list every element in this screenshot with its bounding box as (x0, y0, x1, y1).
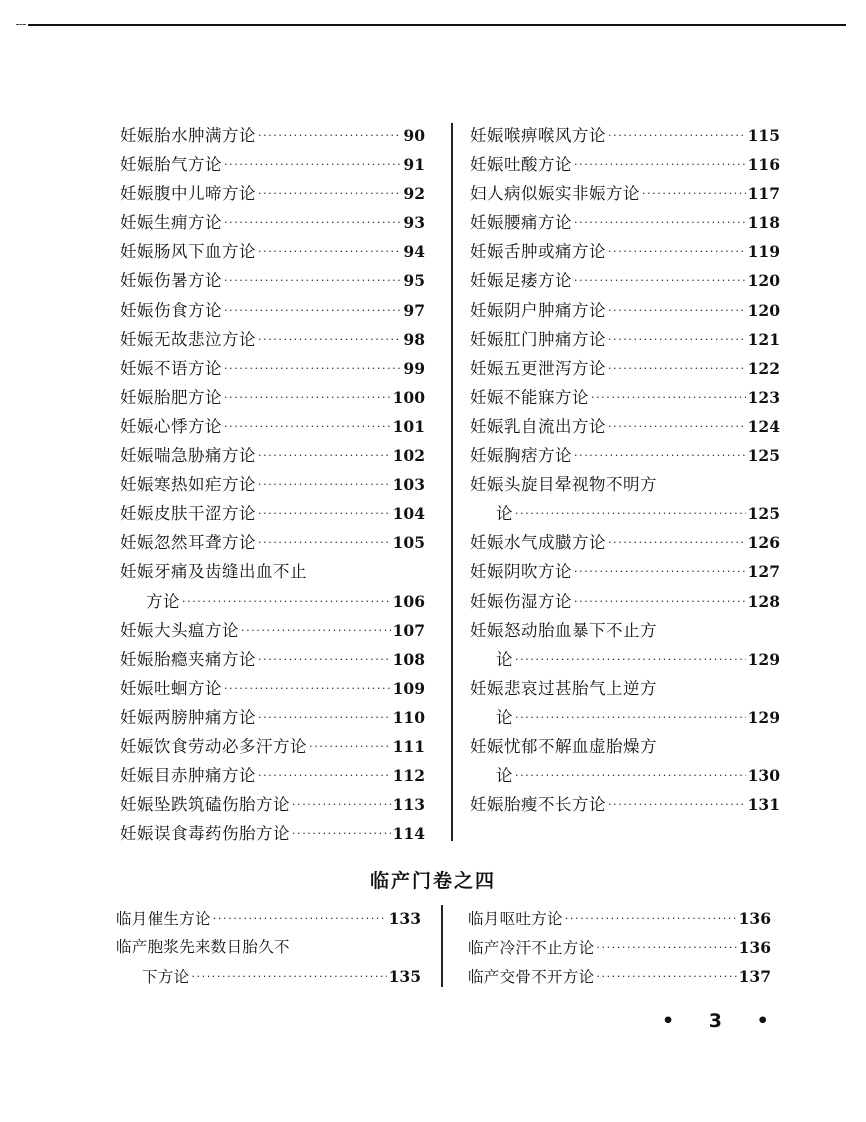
toc-entry (470, 499, 780, 528)
dot-leader (241, 616, 391, 645)
dot-leader (565, 904, 737, 933)
toc-entry-page: 113 (392, 795, 425, 815)
toc-entry-title: 论 (496, 649, 513, 669)
toc-entry (116, 933, 421, 962)
toc-entry (116, 904, 421, 933)
toc-entry-page: 103 (392, 475, 425, 495)
toc-entry-page: 92 (403, 184, 425, 204)
dot-leader (608, 325, 746, 354)
toc-entry-page: 104 (392, 504, 425, 524)
toc-entry (120, 674, 425, 703)
toc-entry (470, 470, 780, 499)
toc-entry-title: 妊娠肛门肿痛方论 (470, 329, 606, 349)
section-title: 临产门卷之四 (369, 870, 496, 892)
toc-entry-title: 妊娠胎气方论 (120, 155, 222, 175)
toc-entry-page: 95 (403, 271, 425, 291)
toc-entry-title: 妊娠牙痛及齿缝出血不止 (120, 562, 307, 582)
toc-right-column (470, 121, 780, 819)
toc-entry-page: 129 (747, 649, 780, 669)
toc-entry (470, 674, 780, 703)
toc-entry (120, 499, 425, 528)
toc-entry-title: 妊娠腹中儿啼方论 (120, 184, 256, 204)
toc-entry-title: 妊娠肠风下血方论 (120, 242, 256, 262)
toc-entry (470, 703, 780, 732)
toc-entry-title: 妊娠舌肿或痛方论 (470, 242, 606, 262)
toc-entry-title: 妊娠胎肥方论 (120, 387, 222, 407)
dot-leader (596, 962, 736, 991)
dot-leader (258, 237, 401, 266)
toc-entry-page: 129 (747, 707, 780, 727)
dot-leader (574, 587, 746, 616)
dot-leader (224, 412, 391, 441)
toc-entry-page: 116 (747, 155, 780, 175)
toc-entry-page: 118 (747, 213, 780, 233)
toc-entry-title: 妊娠生痈方论 (120, 213, 222, 233)
toc-entry-title: 妊娠五更泄泻方论 (470, 358, 606, 378)
toc-entry-page: 110 (392, 707, 425, 727)
toc-entry (470, 208, 780, 237)
toc-entry-title: 妊娠忧郁不解血虚胎燥方 (470, 736, 657, 756)
toc-entry-page: 124 (747, 416, 780, 436)
toc-entry (470, 587, 780, 616)
dot-leader (258, 325, 401, 354)
toc-entry (470, 296, 780, 325)
toc-entry (120, 208, 425, 237)
toc-entry-page: 106 (392, 591, 425, 611)
toc-entry-page: 109 (392, 678, 425, 698)
dot-leader (224, 674, 391, 703)
dot-leader (515, 703, 746, 732)
toc-entry-page: 90 (403, 126, 425, 145)
toc-entry-page: 127 (747, 562, 780, 582)
toc-entry-title: 妊娠乳自流出方论 (470, 416, 606, 436)
toc-entry (470, 383, 780, 412)
dot-leader (574, 150, 746, 179)
dot-leader (258, 645, 391, 674)
toc-entry-title: 论 (496, 504, 513, 524)
toc-entry (120, 325, 425, 354)
toc-entry-page: 126 (747, 533, 780, 553)
dot-leader (191, 962, 386, 991)
dot-leader (292, 790, 391, 819)
toc-entry (120, 557, 425, 586)
toc-entry-page: 119 (747, 242, 780, 262)
toc-entry-title: 妊娠不能寐方论 (470, 387, 589, 407)
toc-entry (120, 645, 425, 674)
toc-entry-title: 妊娠喉痹喉风方论 (470, 126, 606, 145)
dot-leader (224, 296, 401, 325)
toc-entry-page: 123 (747, 387, 780, 407)
toc-entry-page: 125 (747, 504, 780, 524)
dot-leader (292, 819, 391, 848)
toc-entry-page: 108 (392, 649, 425, 669)
toc-entry-page: 93 (403, 213, 425, 233)
dot-leader (596, 933, 736, 962)
dot-leader (258, 499, 391, 528)
toc-entry (470, 616, 780, 645)
toc-entry (120, 383, 425, 412)
toc-entry (470, 732, 780, 761)
toc-entry-page: 125 (747, 446, 780, 466)
toc-entry-title: 方论 (146, 591, 180, 611)
dot-leader (258, 703, 391, 732)
toc-entry-title: 妊娠腰痛方论 (470, 213, 572, 233)
toc-entry-title: 妊娠胎瘦不长方论 (470, 795, 606, 815)
toc-entry-page: 98 (403, 329, 425, 349)
dot-leader (608, 237, 746, 266)
toc-entry-page: 128 (747, 591, 780, 611)
toc-entry-title: 妊娠坠跌筑磕伤胎方论 (120, 795, 290, 815)
toc-entry-title: 临产胞浆先来数日胎久不 (116, 938, 290, 956)
toc-entry-title: 妊娠胎水肿满方论 (120, 126, 256, 145)
dot-leader (642, 179, 746, 208)
toc-entry-title: 下方论 (142, 968, 190, 986)
toc-entry (116, 962, 421, 991)
toc-entry-title: 妊娠心悸方论 (120, 416, 222, 436)
toc-entry (120, 354, 425, 383)
dot-leader (591, 383, 746, 412)
toc-entry-title: 妊娠误食毒药伤胎方论 (120, 824, 290, 844)
toc-entry (120, 412, 425, 441)
toc-entry (470, 790, 780, 819)
toc-entry-page: 120 (747, 300, 780, 320)
toc-entry-title: 妊娠水气成臌方论 (470, 533, 606, 553)
toc-entry (468, 962, 771, 991)
page-number: • 3 • (662, 1010, 783, 1032)
toc-entry (120, 441, 425, 470)
toc-entry-title: 妊娠足痿方论 (470, 271, 572, 291)
toc-entry (470, 761, 780, 790)
toc-entry-title: 妇人病似娠实非娠方论 (470, 184, 640, 204)
toc-entry (120, 121, 425, 150)
toc-entry-title: 妊娠悲哀过甚胎气上逆方 (470, 678, 657, 698)
toc-entry-title: 临月呕吐方论 (468, 910, 563, 928)
dot-leader (213, 904, 387, 933)
toc-entry-title: 临月催生方论 (116, 910, 211, 928)
toc-entry-page: 101 (392, 416, 425, 436)
dot-leader (574, 441, 746, 470)
toc-entry-page: 135 (388, 967, 421, 986)
dot-leader (258, 528, 391, 557)
top-rule-dash (16, 24, 26, 26)
toc-entry-title: 妊娠阴户肿痛方论 (470, 300, 606, 320)
toc-entry-page: 111 (392, 736, 425, 756)
toc-entry-title: 妊娠喘急胁痛方论 (120, 446, 256, 466)
dot-leader (574, 208, 746, 237)
toc-entry-title: 妊娠吐酸方论 (470, 155, 572, 175)
toc-entry-title: 妊娠皮肤干涩方论 (120, 504, 256, 524)
toc-entry-page: 136 (738, 909, 771, 928)
toc-entry (120, 237, 425, 266)
dot-leader (574, 266, 746, 295)
toc-entry-page: 107 (392, 620, 425, 640)
toc-entry (120, 470, 425, 499)
toc-entry-page: 131 (747, 795, 780, 815)
dot-leader (224, 266, 401, 295)
toc-entry-page: 137 (738, 967, 771, 986)
toc-entry-title: 妊娠大头瘟方论 (120, 620, 239, 640)
toc-entry-page: 114 (392, 824, 425, 844)
dot-leader (182, 587, 391, 616)
toc-entry-title: 妊娠胎瘾夹痛方论 (120, 649, 256, 669)
toc-entry (470, 557, 780, 586)
toc-entry (470, 412, 780, 441)
section-left-column (116, 904, 421, 991)
toc-entry-page: 105 (392, 533, 425, 553)
toc-entry-title: 妊娠目赤肿痛方论 (120, 766, 256, 786)
dot-leader (608, 528, 746, 557)
toc-entry (468, 933, 771, 962)
toc-entry-title: 妊娠伤暑方论 (120, 271, 222, 291)
toc-entry-page: 122 (747, 358, 780, 378)
toc-entry (120, 790, 425, 819)
toc-entry-title: 妊娠头旋目晕视物不明方 (470, 475, 657, 495)
toc-entry (470, 150, 780, 179)
toc-entry-page: 94 (403, 242, 425, 262)
toc-entry (120, 266, 425, 295)
toc-left-column (120, 121, 425, 848)
toc-entry-title: 妊娠吐蛔方论 (120, 678, 222, 698)
dot-leader (258, 441, 391, 470)
toc-entry-title: 妊娠忽然耳聋方论 (120, 533, 256, 553)
toc-entry-page: 97 (403, 300, 425, 320)
dot-leader (608, 790, 746, 819)
toc-entry (120, 732, 425, 761)
toc-entry-page: 115 (747, 126, 780, 145)
toc-entry (120, 761, 425, 790)
toc-entry (470, 354, 780, 383)
toc-entry-page: 99 (403, 358, 425, 378)
dot-leader (258, 470, 391, 499)
toc-entry (120, 819, 425, 848)
dot-leader (574, 557, 746, 586)
top-rule (28, 24, 846, 26)
dot-leader (608, 412, 746, 441)
toc-entry-title: 妊娠伤湿方论 (470, 591, 572, 611)
toc-entry (468, 904, 771, 933)
column-divider (451, 123, 453, 841)
toc-entry (120, 179, 425, 208)
toc-entry-title: 妊娠两膀肿痛方论 (120, 707, 256, 727)
toc-entry (470, 121, 780, 150)
toc-entry-title: 临产冷汗不止方论 (468, 939, 595, 957)
dot-leader (224, 150, 401, 179)
toc-entry-page: 100 (392, 387, 425, 407)
toc-entry (470, 266, 780, 295)
toc-entry (120, 703, 425, 732)
dot-leader (608, 121, 746, 150)
dot-leader (309, 732, 391, 761)
toc-entry-title: 妊娠饮食劳动必多汗方论 (120, 736, 307, 756)
toc-entry-page: 91 (403, 155, 425, 175)
toc-entry (470, 528, 780, 557)
toc-entry (470, 645, 780, 674)
dot-leader (258, 761, 391, 790)
toc-entry (120, 528, 425, 557)
toc-entry-page: 117 (747, 184, 780, 204)
toc-entry (120, 616, 425, 645)
toc-entry-title: 妊娠寒热如疟方论 (120, 475, 256, 495)
toc-entry (470, 179, 780, 208)
toc-entry-title: 论 (496, 766, 513, 786)
dot-leader (608, 354, 746, 383)
toc-entry-page: 121 (747, 329, 780, 349)
toc-entry-page: 112 (392, 766, 425, 786)
toc-entry-title: 妊娠怒动胎血暴下不止方 (470, 620, 657, 640)
toc-entry (120, 587, 425, 616)
toc-entry-title: 论 (496, 707, 513, 727)
toc-entry (120, 296, 425, 325)
dot-leader (515, 499, 746, 528)
dot-leader (515, 761, 746, 790)
toc-entry-page: 120 (747, 271, 780, 291)
toc-entry-title: 妊娠胸痞方论 (470, 446, 572, 466)
dot-leader (224, 354, 401, 383)
section-column-divider (441, 905, 443, 987)
toc-entry-page: 136 (738, 938, 771, 957)
toc-entry (470, 441, 780, 470)
toc-entry (470, 325, 780, 354)
dot-leader (608, 296, 746, 325)
section-right-column (468, 904, 771, 991)
dot-leader (515, 645, 746, 674)
toc-entry-page: 133 (388, 909, 421, 928)
toc-entry (470, 237, 780, 266)
toc-entry (120, 150, 425, 179)
dot-leader (224, 383, 391, 412)
toc-entry-page: 130 (747, 766, 780, 786)
toc-entry-title: 妊娠不语方论 (120, 358, 222, 378)
toc-entry-title: 妊娠无故悲泣方论 (120, 329, 256, 349)
toc-entry-title: 妊娠伤食方论 (120, 300, 222, 320)
toc-entry-title: 妊娠阴吹方论 (470, 562, 572, 582)
toc-entry-page: 102 (392, 446, 425, 466)
dot-leader (224, 208, 401, 237)
dot-leader (258, 179, 401, 208)
toc-entry-title: 临产交骨不开方论 (468, 968, 595, 986)
dot-leader (258, 121, 401, 150)
